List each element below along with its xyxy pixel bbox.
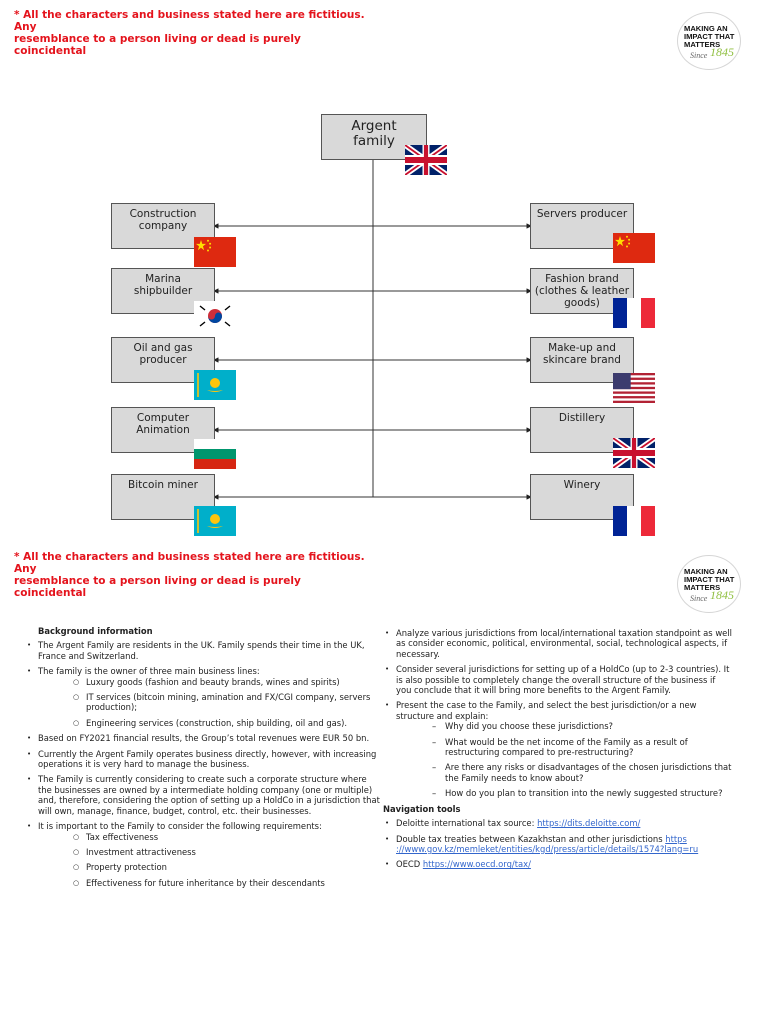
- tax-treaties-link[interactable]: https ://www.gov.kz/memleket/entities/kgd/press/article/details/1574?lang=ru: [396, 833, 699, 854]
- requirements-label: It is important to the Family to consider the following requirements:: [38, 821, 322, 832]
- task-bullet: [383, 700, 733, 798]
- background-bullet: • The Family is currently considering to create such a corporate structure where the businesses are owned by a intermediate holding company (one or multiple) and, therefore, considering the option of setting up a HoldCo in a jurisdiction that will own, manage, finance, budget, control, etc. their businesses.: [25, 774, 381, 816]
- bulgaria-flag: [194, 439, 236, 469]
- sub-bullet: ○ Investment attractiveness: [38, 847, 381, 857]
- kazakhstan-flag: [194, 506, 236, 536]
- logo-text: MAKING AN IMPACT THAT MATTERS: [684, 24, 735, 49]
- tasks-section: [383, 628, 733, 875]
- background-bullet: • Currently the Argent Family operates business directly, however, with increasing operations it is very hard to manage the business.: [25, 749, 381, 770]
- france-flag: [613, 506, 655, 536]
- logo-year: 1845: [710, 588, 734, 602]
- sub-bullet: ○ Engineering services (construction, ship building, oil and gas).: [38, 718, 381, 728]
- background-section: [25, 626, 381, 893]
- logo-text: MAKING AN IMPACT THAT MATTERS: [684, 567, 735, 592]
- sub-bullet: ○ Tax effectiveness: [38, 832, 381, 842]
- entity-fashion-brand: Fashion brand (clothes & leather goods): [530, 268, 634, 314]
- usa-flag: [613, 373, 655, 403]
- background-bullet: • The Argent Family are residents in the UK. Family spends their time in the UK, France and Switzerland.: [25, 640, 381, 661]
- task-bullet: • Consider several jurisdictions for setting up of a HoldCo (up to 2-3 countries). It is also possible to completely change the overall structure of the business if you conclude that it will bring more benefits to the Argent Family.: [383, 664, 733, 695]
- deloitte-tax-link[interactable]: https://dits.deloitte.com/: [537, 818, 641, 829]
- entity-bitcoin-miner: Bitcoin miner: [111, 474, 215, 520]
- present-case-label: Present the case to the Family, and select the best jurisdiction/or a new structure and explain:: [396, 700, 697, 721]
- question-item: – How do you plan to transition into the newly suggested structure?: [396, 788, 733, 798]
- logo-signature: Since: [690, 594, 708, 603]
- disclaimer-bottom: * All the characters and business stated here are fictitious. Any resemblance to a person living or dead is purely coincidental: [14, 551, 365, 599]
- background-bullet: [25, 666, 381, 728]
- sub-bullet: ○ Effectiveness for future inheritance by their descendants: [38, 878, 381, 888]
- family-box: Argent family: [321, 114, 427, 160]
- entity-marina-shipbuilder: Marina shipbuilder: [111, 268, 215, 314]
- question-item: – Are there any risks or disadvantages of the chosen jurisdictions that the Family needs to know about?: [396, 762, 733, 783]
- entity-servers-producer: Servers producer: [530, 203, 634, 249]
- background-heading: Background information: [38, 626, 153, 636]
- nav-bullet: [383, 859, 733, 869]
- disclaimer-top: * All the characters and business stated here are fictitious. Any resemblance to a person living or dead is purely coincidental: [14, 9, 365, 57]
- sub-bullet: ○ IT services (bitcoin mining, amination and FX/CGI company, servers production);: [38, 692, 381, 713]
- sub-bullet: ○ Luxury goods (fashion and beauty brands, wines and spirits): [38, 677, 381, 687]
- china-flag: [194, 237, 236, 267]
- oecd-link[interactable]: https://www.oecd.org/tax/: [422, 859, 531, 870]
- entity-computer-animation: Computer Animation: [111, 407, 215, 453]
- uk-flag: [613, 438, 655, 468]
- entity-construction-company: Construction company: [111, 203, 215, 249]
- china-flag: [613, 233, 655, 263]
- task-bullet: • Analyze various jurisdictions from local/international taxation standpoint as well as consider economic, political, environmental, social, technological aspects, if necessary.: [383, 628, 733, 659]
- entity-distillery: Distillery: [530, 407, 634, 453]
- south-korea-flag: [194, 301, 236, 331]
- entity-makeup-skincare-brand: Make-up and skincare brand: [530, 337, 634, 383]
- entity-oil-gas-producer: Oil and gas producer: [111, 337, 215, 383]
- france-flag: [613, 298, 655, 328]
- nav-text: Deloitte international tax source:: [396, 818, 538, 829]
- nav-text: OECD: [396, 859, 423, 870]
- nav-bullet: [383, 834, 733, 855]
- sub-bullet: ○ Property protection: [38, 862, 381, 872]
- brand-logo-bottom: [677, 555, 741, 613]
- logo-signature: Since: [690, 51, 708, 60]
- background-bullet: [25, 821, 381, 888]
- question-item: – Why did you choose these jurisdictions?: [396, 721, 733, 731]
- nav-bullet: [383, 818, 733, 828]
- business-lines-label: The family is the owner of three main business lines:: [38, 666, 260, 677]
- background-bullet: • Based on FY2021 financial results, the Group’s total revenues were EUR 50 bn.: [25, 733, 381, 743]
- kazakhstan-flag: [194, 370, 236, 400]
- entity-winery: Winery: [530, 474, 634, 520]
- uk-flag: [405, 145, 447, 175]
- logo-year: 1845: [710, 45, 734, 59]
- navigation-heading: Navigation tools: [383, 803, 461, 814]
- question-item: – What would be the net income of the Family as a result of restructuring compared to pre-restructuring?: [396, 737, 733, 758]
- nav-text: Double tax treaties between Kazakhstan and other jurisdictions: [396, 833, 666, 844]
